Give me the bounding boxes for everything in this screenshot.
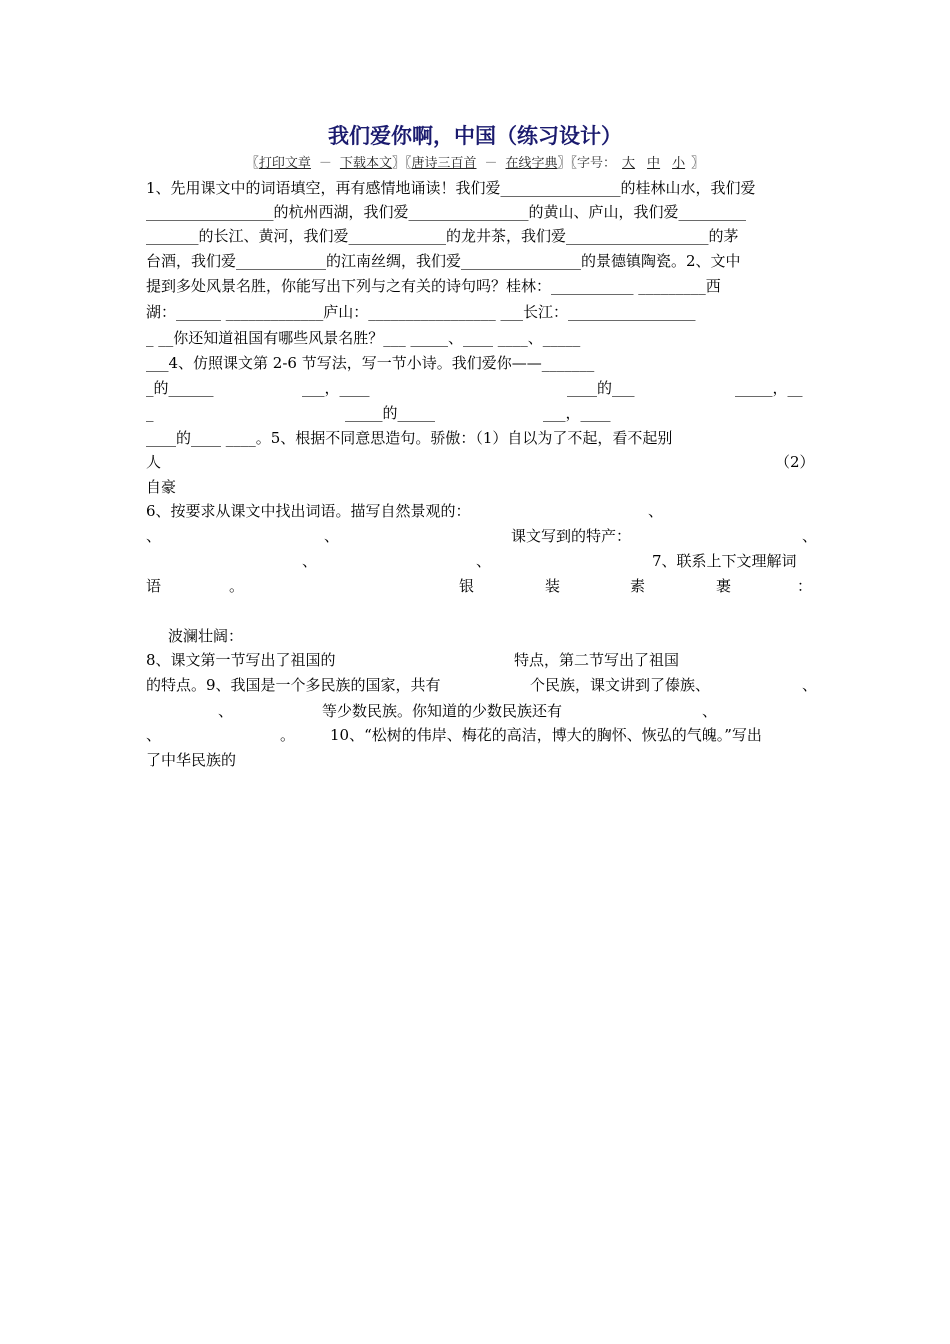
poem-blank: ____的___ (567, 379, 635, 397)
text-fragment: 8、课文第一节写出了祖国的 (146, 651, 336, 669)
online-dictionary-link[interactable]: 在线字典 (505, 156, 558, 171)
text-fragment: 。 (229, 577, 245, 595)
font-size-large-link[interactable]: 大 (622, 156, 636, 171)
text-fragment: 、 (702, 702, 718, 720)
text-fragment: 裹 (716, 577, 732, 595)
text-fragment: 、 (802, 676, 818, 694)
poem-blank: ___，____ (543, 404, 611, 422)
text-fragment: 人 (146, 453, 162, 471)
poem-blank: _____，__ (735, 379, 803, 397)
poem-blank: _的______ (146, 379, 214, 397)
text-fragment: 语 (146, 577, 162, 595)
text-fragment: 、 (324, 527, 340, 545)
text-fragment: 、 (802, 527, 818, 545)
text-fragment: 等少数民族。你知道的少数民族还有 (322, 702, 563, 720)
text-fragment: 、 (476, 552, 492, 570)
text-fragment: 个民族，课文讲到了傣族、 (530, 676, 711, 694)
text-fragment: 、 (146, 726, 162, 744)
text-fragment: （2） (775, 453, 815, 471)
text-fragment: 、 (218, 702, 234, 720)
text-fragment: 素 (630, 577, 646, 595)
font-size-label: 〗〖字号： (557, 156, 617, 171)
text-line: 1、先用课文中的词语填空，再有感情地诵读！我们爱________________的桂林山水，我们爱 (146, 179, 756, 197)
separator: － (484, 156, 498, 171)
font-size-small-link[interactable]: 小 (672, 156, 686, 171)
text-line: _ __你还知道祖国有哪些风景名胜？___ _____、____ ____、_____ (146, 329, 581, 347)
text-line: ___4、仿照课文第 2-6 节写法，写一节小诗。我们爱你——_______ (146, 354, 595, 372)
tang-poems-link[interactable]: 唐诗三百首 (411, 156, 477, 171)
text-fragment: 银 (459, 577, 475, 595)
poem-blank: _____的_____ (345, 404, 436, 422)
poem-blank: _ (146, 404, 154, 422)
text-fragment: 7、联系上下文理解词 (652, 552, 797, 570)
text-line: _______的长江、黄河，我们爱_____________的龙井茶，我们爱___________________的茅 (146, 227, 739, 245)
text-fragment: 、 (302, 552, 318, 570)
text-line: _________________的杭州西湖，我们爱________________的黄山、庐山，我们爱_________ (146, 203, 747, 221)
bracket: 〗〖 (391, 156, 412, 171)
text-fragment: ： (797, 577, 813, 595)
text-fragment: 自豪 (146, 478, 177, 496)
text-line: 台酒，我们爱____________的江南丝绸，我们爱________________的景德镇陶瓷。2、文中 (146, 252, 741, 270)
page-title: 我们爱你啊，中国（练习设计） (328, 124, 622, 148)
download-article-link[interactable]: 下载本文 (339, 156, 392, 171)
print-article-link[interactable]: 打印文章 (258, 156, 311, 171)
text-fragment: 10、“松树的伟岸、梅花的高洁，博大的胸怀、恢弘的气魄。”写出 (330, 726, 762, 744)
text-fragment: 装 (545, 577, 561, 595)
text-line: 湖：______ _____________庐山：_________________ ___长江：_________________ (146, 303, 696, 321)
toolbar-links (0, 152, 950, 171)
text-fragment: 课文写到的特产： (511, 527, 632, 545)
text-line: 提到多处风景名胜，你能写出下列与之有关的诗句吗？桂林：___________ _________西 (146, 277, 721, 295)
bracket: 〗 (691, 156, 705, 171)
text-fragment: 6、按要求从课文中找出词语。描写自然景观的： (146, 502, 471, 520)
text-fragment: 、 (146, 527, 162, 545)
text-fragment: 。 (280, 726, 296, 744)
poem-blank: ___，____ (302, 379, 370, 397)
font-size-medium-link[interactable]: 中 (647, 156, 661, 171)
bracket: 〖 (245, 156, 259, 171)
text-fragment: 了中华民族的 (146, 751, 237, 769)
text-fragment: 波澜壮阔： (168, 627, 244, 645)
separator: － (318, 156, 332, 171)
text-fragment: 、 (648, 502, 664, 520)
text-fragment: 的特点。9、我国是一个多民族的国家，共有 (146, 676, 441, 694)
text-fragment: 特点，第二节写出了祖国 (514, 651, 680, 669)
text-line: ____的____ ____。5、根据不同意思造句。骄傲：（1）自以为了不起，看不起别 (146, 429, 673, 447)
